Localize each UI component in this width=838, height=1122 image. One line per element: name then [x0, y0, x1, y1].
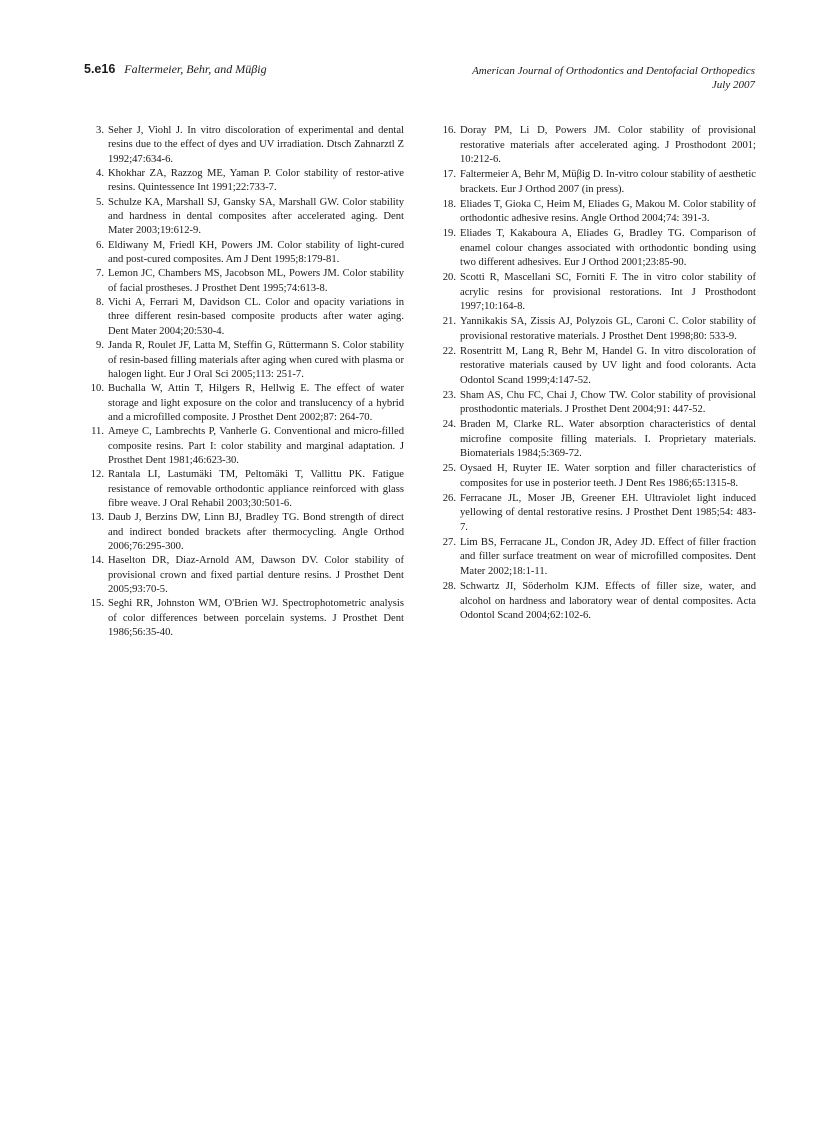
reference-number: 14.: [90, 555, 104, 567]
reference-number: 25.: [442, 463, 456, 475]
reference-text: Sham AS, Chu FC, Chai J, Chow TW. Color stability of provisional prosthodontic materials. J Prosthet Dent 2004;91: 447-52.: [460, 389, 756, 416]
reference-item: [436, 271, 756, 315]
reference-item: [436, 418, 756, 462]
reference-number: 5.: [96, 196, 104, 208]
reference-text: Scotti R, Mascellani SC, Forniti F. The in vitro color stability of acrylic resins for provisional restorations. Int J Prosthodont 1997;10:164-8.: [460, 272, 756, 313]
reference-text: Doray PM, Li D, Powers JM. Color stability of provisional restorative materials after accelerated aging. J Prosthodont 2001; 10:212-6.: [460, 125, 756, 166]
reference-item: [436, 389, 756, 418]
issue-date: July 2007: [711, 79, 755, 91]
reference-item: [84, 124, 404, 167]
reference-item: [436, 580, 756, 624]
page-number: 5.e16: [84, 62, 116, 76]
reference-item: [84, 167, 404, 196]
reference-number: 7.: [96, 268, 104, 280]
reference-number: 24.: [442, 419, 456, 431]
running-header-right: [472, 64, 755, 92]
reference-item: [436, 536, 756, 580]
running-authors: Faltermeier, Behr, and Müβig: [124, 62, 267, 76]
reference-number: 11.: [91, 426, 104, 438]
reference-text: Ameye C, Lambrechts P, Vanherle G. Conventional and micro-filled composite resins. Part I: color stability and marginal adaptation. J Prosthet Dent 1981;46:623-30.: [108, 426, 404, 466]
reference-text: Schulze KA, Marshall SJ, Gansky SA, Marshall GW. Color stability and hardness in dental composites after accelerated aging. Dent Mater 2003;19:612-9.: [108, 196, 404, 237]
reference-number: 23.: [442, 389, 456, 401]
reference-number: 16.: [442, 125, 456, 136]
reference-item: [84, 554, 404, 597]
reference-text: Lemon JC, Chambers MS, Jacobson ML, Powers JM. Color stability of facial prostheses. J Prosthet Dent 1995;74:613-8.: [108, 268, 404, 294]
references-left-column: [84, 124, 404, 640]
reference-text: Seghi RR, Johnston WM, O'Brien WJ. Spectrophotometric analysis of color differences between porcelain systems. J Prosthet Dent 1986;56:35-40.: [108, 598, 404, 639]
reference-item: [436, 227, 756, 271]
reference-number: 10.: [90, 383, 104, 395]
reference-item: [84, 382, 404, 425]
reference-text: Rosentritt M, Lang R, Behr M, Handel G. In vitro discoloration of restorative materials caused by UV light and food colorants. Acta Odontol Scand 1999;4:147-52.: [460, 345, 756, 386]
reference-text: Janda R, Roulet JF, Latta M, Steffin G, Rüttermann S. Color stability of resin-based filling materials after aging when cured with plasma or halogen light. Eur J Oral Sci 2005;113: 251-7.: [108, 340, 404, 380]
reference-number: 20.: [442, 272, 456, 284]
reference-number: 13.: [90, 512, 104, 524]
reference-number: 21.: [442, 316, 456, 328]
reference-text: Faltermeier A, Behr M, Müβig D. In-vitro colour stability of aesthetic brackets. Eur J Orthod 2007 (in press).: [460, 169, 756, 195]
reference-text: Eldiwany M, Friedl KH, Powers JM. Color stability of light-cured and post-cured composites. Am J Dent 1995;8:179-81.: [108, 239, 404, 266]
reference-item: [84, 597, 404, 640]
reference-text: Khokhar ZA, Razzog ME, Yaman P. Color stability of restor-ative resins. Quintessence Int 1991;22:733-7.: [108, 168, 404, 194]
reference-text: Yannikakis SA, Zissis AJ, Polyzois GL, Caroni C. Color stability of provisional restorative materials. J Prosthet Dent 1998;80: 533-9.: [460, 316, 756, 342]
reference-number: 6.: [96, 239, 104, 251]
reference-number: 9.: [96, 340, 104, 352]
reference-text: Ferracane JL, Moser JB, Greener EH. Ultraviolet light induced yellowing of dental restorative resins. J Prosthet Dent 1985;54: 483-7.: [460, 492, 756, 533]
reference-item: [436, 168, 756, 197]
reference-number: 8.: [96, 297, 104, 309]
reference-item: [84, 339, 404, 382]
reference-text: Seher J, Viohl J. In vitro discoloration of experimental and dental resins due to the effect of dyes and UV irradiation. Dtsch Zahnarztl Z 1992;47:634-6.: [108, 125, 404, 165]
reference-text: Lim BS, Ferracane JL, Condon JR, Adey JD. Effect of filler fraction and filler surface treatment on wear of microfilled composites. Dent Mater 2002;18:1-11.: [460, 536, 756, 578]
reference-text: Oysaed H, Ruyter IE. Water sorption and filler characteristics of composites for use in posterior teeth. J Dent Res 1986;65:1315-8.: [460, 463, 756, 489]
reference-item: [436, 345, 756, 389]
reference-item: [436, 462, 756, 491]
reference-text: Braden M, Clarke RL. Water absorption characteristics of dental microfine composite filling materials. I. Proprietary materials. Biomaterials 1984;5:369-72.: [460, 419, 756, 460]
reference-text: Buchalla W, Attin T, Hilgers R, Hellwig E. The effect of water storage and light exposure on the color and translucency of a hybrid and a microfilled composite. J Prosthet Dent 2002;87: 264-70.: [108, 383, 404, 423]
reference-item: [436, 492, 756, 536]
reference-text: Vichi A, Ferrari M, Davidson CL. Color and opacity variations in three different resin-based composite products after water aging. Dent Mater 2004;20:530-4.: [108, 297, 404, 337]
reference-text: Haselton DR, Diaz-Arnold AM, Dawson DV. Color stability of provisional crown and fixed partial denture resins. J Prosthet Dent 2005;93:70-5.: [108, 555, 404, 595]
reference-item: [84, 196, 404, 239]
reference-number: 27.: [442, 536, 456, 548]
reference-text: Eliades T, Kakaboura A, Eliades G, Bradley TG. Comparison of enamel colour changes associated with orthodontic bonding using two different adhesives. Eur J Orthod 2001;23:85-90.: [460, 227, 756, 269]
reference-number: 22.: [442, 345, 456, 357]
reference-item: [84, 468, 404, 511]
reference-item: [84, 296, 404, 339]
journal-title: American Journal of Orthodontics and Dentofacial Orthopedics: [472, 65, 755, 77]
reference-number: 4.: [96, 168, 104, 180]
reference-number: 12.: [90, 469, 104, 481]
reference-number: 28.: [442, 580, 456, 592]
running-header-left: [84, 62, 267, 77]
reference-number: 3.: [96, 125, 104, 136]
reference-number: 17.: [442, 169, 456, 181]
references-right-column: [436, 124, 756, 624]
reference-text: Eliades T, Gioka C, Heim M, Eliades G, Makou M. Color stability of orthodontic adhesive resins. Angle Orthod 2004;74: 391-3.: [460, 198, 756, 225]
reference-item: [436, 315, 756, 344]
reference-item: [84, 511, 404, 554]
reference-item: [436, 124, 756, 168]
reference-number: 26.: [442, 492, 456, 504]
reference-text: Schwartz JI, Söderholm KJM. Effects of filler size, water, and alcohol on hardness and laboratory wear of dental composites. Acta Odontol Scand 2004;62:102-6.: [460, 580, 756, 622]
reference-number: 15.: [90, 598, 104, 610]
reference-item: [84, 425, 404, 468]
reference-item: [84, 267, 404, 296]
reference-item: [84, 239, 404, 268]
reference-text: Rantala LI, Lastumäki TM, Peltomäki T, Vallittu PK. Fatigue resistance of removable orthodontic appliance reinforced with glass fibre weave. J Oral Rehabil 2003;30:501-6.: [108, 469, 404, 509]
reference-item: [436, 198, 756, 227]
reference-number: 18.: [442, 198, 456, 210]
reference-number: 19.: [442, 227, 456, 239]
reference-text: Daub J, Berzins DW, Linn BJ, Bradley TG. Bond strength of direct and indirect bonded brackets after thermocycling. Angle Orthod 2006;76:295-300.: [108, 512, 404, 552]
